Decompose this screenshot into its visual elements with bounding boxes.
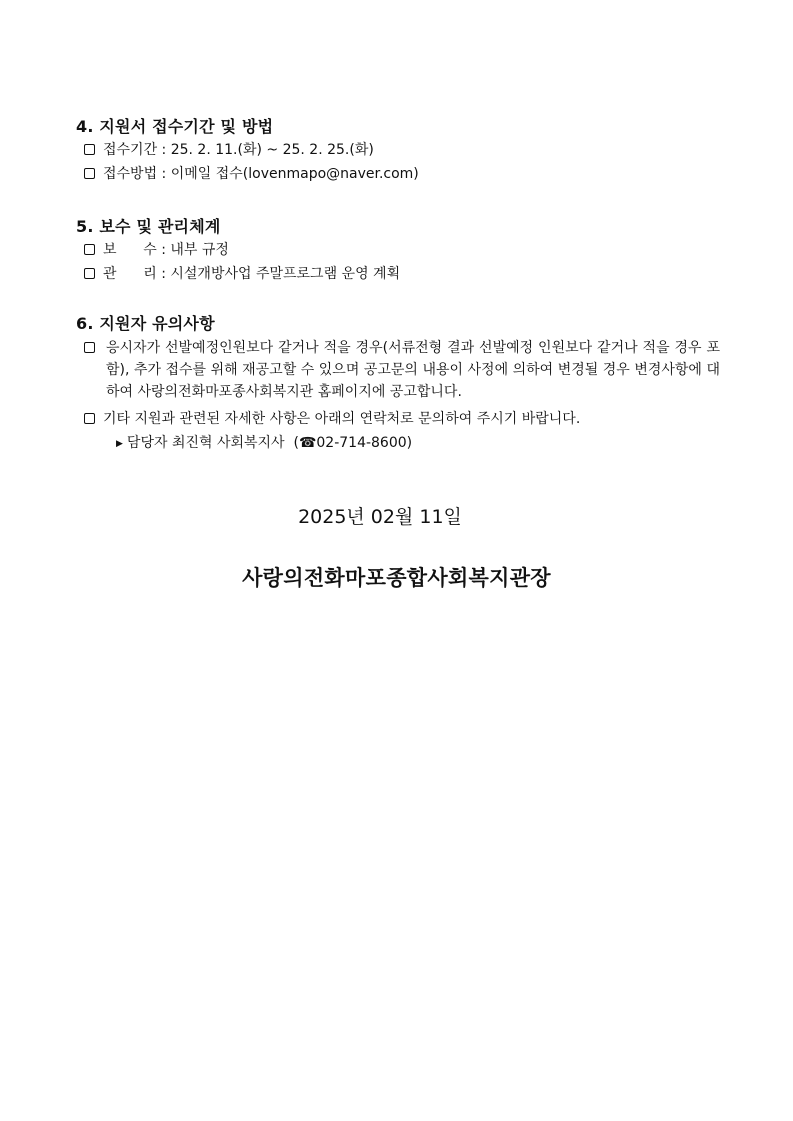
triangle-bullet-icon: ▶ — [116, 439, 123, 449]
management-text: 관 리 : 시설개방사업 주말프로그램 운영 계획 — [103, 266, 401, 282]
contact-text: 담당자 최진혁 사회복지사 (☎02-714-8600) — [126, 435, 413, 451]
management-item — [84, 263, 400, 283]
section-5-heading: 5. 보수 및 관리체계 — [76, 217, 221, 236]
notice-text-2: 기타 지원과 관련된 자세한 사항은 아래의 연락처로 문의하여 주시기 바랍니다. — [103, 411, 581, 427]
notice-item-1 — [84, 337, 720, 403]
section-4-heading: 4. 지원서 접수기간 및 방법 — [76, 117, 274, 136]
notice-text-1: 응시자가 선발예정인원보다 같거나 적을 경우(서류전형 결과 선발예정 인원보다 같거나 적을 경우 포함), 추가 접수를 위해 재공고할 수 있으며 공고문의 내용이 사정에 의하여 변경될 경우 변경사항에 대하여 사랑의전화마포종사회복지관 홈페이지에 공고합니다. — [106, 340, 720, 400]
salary-text: 보 수 : 내부 규정 — [103, 242, 229, 258]
application-period-text: 접수기간 : 25. 2. 11.(화) ~ 25. 2. 25.(화) — [103, 142, 374, 158]
checkbox-square-icon — [84, 413, 95, 424]
section-6-heading: 6. 지원자 유의사항 — [76, 314, 215, 333]
salary-item — [84, 239, 229, 259]
notice-item-2 — [84, 408, 580, 428]
organization-signature: 사랑의전화마포종합사회복지관장 — [242, 566, 551, 590]
checkbox-square-icon — [84, 244, 95, 255]
application-period-item — [84, 139, 374, 159]
contact-line — [116, 432, 412, 452]
checkbox-square-icon — [84, 268, 95, 279]
application-method-item — [84, 163, 419, 183]
checkbox-square-icon — [84, 168, 95, 179]
checkbox-square-icon — [84, 342, 95, 353]
checkbox-square-icon — [84, 144, 95, 155]
application-method-text: 접수방법 : 이메일 접수(lovenmapo@naver.com) — [103, 166, 419, 182]
document-date: 2025년 02월 11일 — [298, 506, 462, 528]
